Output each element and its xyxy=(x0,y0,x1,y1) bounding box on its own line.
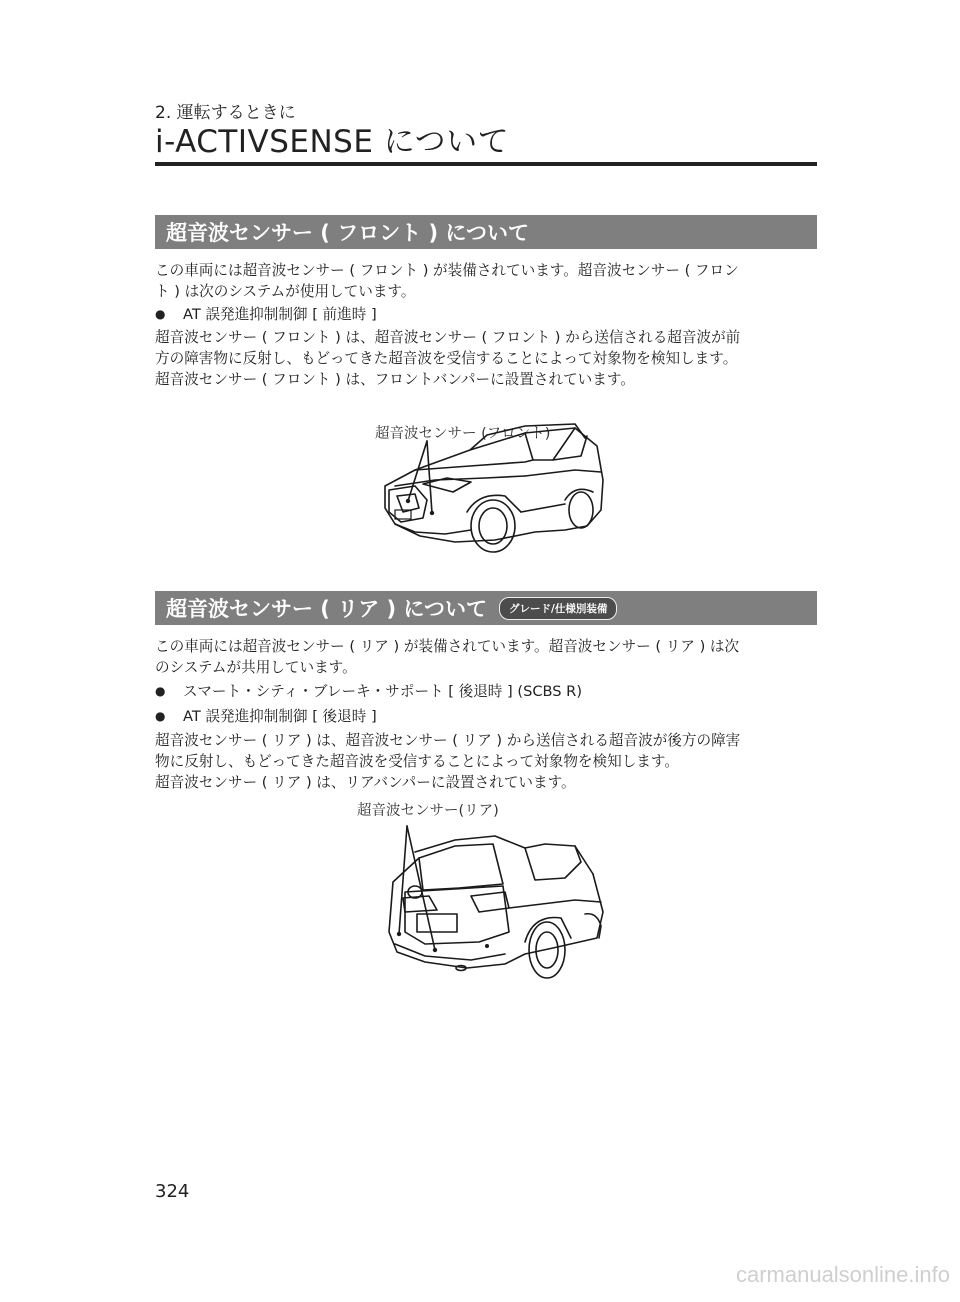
front-desc-line-3: 超音波センサー ( フロント ) は、フロントバンパーに設置されています。 xyxy=(155,371,635,388)
rear-desc-line-3: 超音波センサー ( リア ) は、リアバンパーに設置されています。 xyxy=(155,774,576,791)
front-intro-line-2: ト ) は次のシステムが使用しています。 xyxy=(155,283,416,300)
grade-spec-badge: グレード/仕様別装備 xyxy=(499,597,617,620)
rear-desc-line-2: 物に反射し、もどってきた超音波を受信することによって対象物を検知します。 xyxy=(155,753,679,770)
chapter-label: 2. 運転するときに xyxy=(155,103,296,123)
title-rule xyxy=(155,162,817,166)
rear-bullet-text-2: AT 誤発進抑制制御 [ 後退時 ] xyxy=(183,708,377,725)
rear-bullet-item-1 xyxy=(155,681,819,702)
bullet-dot-icon: ● xyxy=(155,709,166,723)
rear-intro-line-1: この車両には超音波センサー ( リア ) が装備されています。超音波センサー ( リア ) は次 xyxy=(155,638,740,655)
front-heading-text: 超音波センサー ( フロント ) について xyxy=(166,221,530,245)
bullet-dot-icon: ● xyxy=(155,307,166,321)
rear-heading-text: 超音波センサー ( リア ) について xyxy=(166,597,488,621)
rear-intro-line-2: のシステムが共用しています。 xyxy=(155,659,357,676)
front-section-heading xyxy=(155,215,817,249)
rear-bullet-text-1: スマート・シティ・ブレーキ・サポート [ 後退時 ] (SCBS R) xyxy=(183,683,583,700)
page-number: 324 xyxy=(155,1181,190,1202)
front-desc-line-1: 超音波センサー ( フロント ) は、超音波センサー ( フロント ) から送信される超音波が前 xyxy=(155,329,741,346)
rear-bullet-item-2 xyxy=(155,706,819,727)
rear-car-illustration xyxy=(375,822,615,1002)
rear-section-heading xyxy=(155,591,817,625)
front-figure-caption: 超音波センサー (フロント) xyxy=(375,426,551,442)
page-title: i-ACTIVSENSE について xyxy=(155,124,510,160)
front-bullet-item xyxy=(155,304,819,325)
watermark-text: carmanualsonline.info xyxy=(735,1262,950,1287)
bullet-dot-icon: ● xyxy=(155,684,166,698)
front-car-illustration xyxy=(375,408,615,568)
rear-desc-line-1: 超音波センサー ( リア ) は、超音波センサー ( リア ) から送信される超音波が後方の障害 xyxy=(155,732,741,749)
front-intro-line-1: この車両には超音波センサー ( フロント ) が装備されています。超音波センサー ( フロン xyxy=(155,262,739,279)
front-desc-line-2: 方の障害物に反射し、もどってきた超音波を受信することによって対象物を検知します。 xyxy=(155,350,738,367)
front-bullet-text: AT 誤発進抑制制御 [ 前進時 ] xyxy=(183,306,377,323)
rear-figure-caption: 超音波センサー(リア) xyxy=(357,803,499,819)
